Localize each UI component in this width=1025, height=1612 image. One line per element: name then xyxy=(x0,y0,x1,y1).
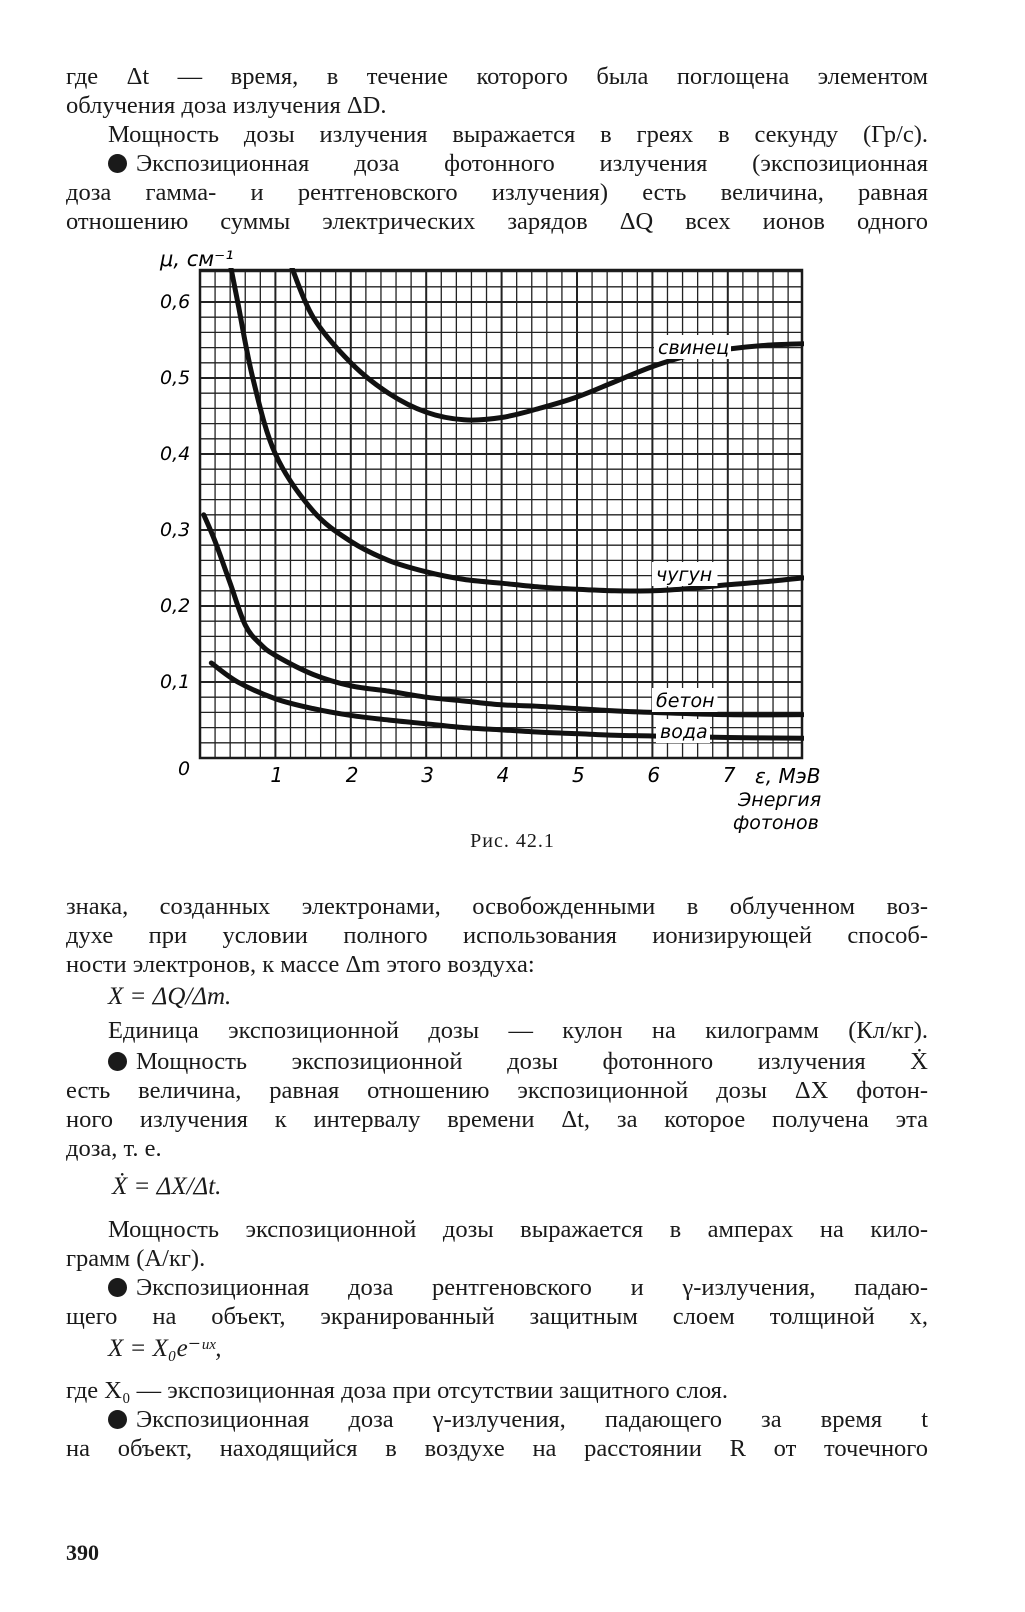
paragraph-8-line-2: щего на объект, экранированный защитным слоем толщиной x, xyxy=(66,1303,928,1330)
x-tick-label: 7 xyxy=(722,763,736,787)
paragraph-6 xyxy=(66,1047,928,1163)
paragraph-7 xyxy=(66,1215,928,1273)
y-tick-label: 0,6 xyxy=(160,291,191,313)
paragraph-4 xyxy=(66,892,928,979)
paragraph-6-line-4: доза, т. е. xyxy=(66,1135,162,1162)
paragraph-10-line-1: Экспозиционная доза γ-излучения, падающего за время t xyxy=(66,1405,928,1434)
paragraph-8 xyxy=(66,1273,928,1331)
paragraph-9-line-1: где X₀ — экспозиционная доза при отсутствии защитного слоя. xyxy=(66,1377,728,1404)
paragraph-1-line-2: облучения доза излучения ΔD. xyxy=(66,92,387,119)
paragraph-6-line-1: Мощность экспозиционной дозы фотонного излучения Ẋ xyxy=(66,1047,928,1076)
y-tick-label: 0,2 xyxy=(160,595,191,617)
x-axis-label-line-2: Энергия xyxy=(738,789,822,811)
paragraph-7-line-1: Мощность экспозиционной дозы выражается в амперах на кило- xyxy=(108,1216,928,1243)
paragraph-10-line-2: на объект, находящийся в воздухе на расстоянии R от точечного xyxy=(66,1435,928,1462)
paragraph-3-line-3: отношению суммы электрических зарядов ΔQ всех ионов одного xyxy=(66,208,928,235)
paragraph-4-line-3: ности электронов, к массе Δm этого воздуха: xyxy=(66,951,535,978)
x-tick-label: 2 xyxy=(345,763,359,787)
figure-caption: Рис. 42.1 xyxy=(470,830,555,852)
paragraph-8-line-1: Экспозиционная доза рентгеновского и γ-излучения, падаю- xyxy=(66,1273,928,1302)
x-axis-label: ε, МэВ xyxy=(755,764,821,788)
bullet-icon xyxy=(108,1410,127,1429)
series-label-чугун: чугун xyxy=(656,564,713,586)
y-tick-label: 0,5 xyxy=(160,367,191,389)
series-label-свинец: свинец xyxy=(658,337,730,359)
paragraph-4-line-2: духе при условии полного использования ионизирующей способ- xyxy=(66,922,928,949)
paragraph-3-line-2: доза гамма- и рентгеновского излучения) есть величина, равная xyxy=(66,179,928,206)
formula-exposure-rate: Ẋ = ΔX/Δt. xyxy=(112,1173,222,1200)
series-label-бетон: бетон xyxy=(656,690,715,712)
x-tick-label: 3 xyxy=(421,763,434,787)
series-label-вода: вода xyxy=(660,721,708,743)
formula-attenuation: X = X₀e⁻ᵘˣ, xyxy=(108,1335,222,1362)
paragraph-9 xyxy=(66,1376,928,1405)
x-tick-label: 6 xyxy=(647,763,661,787)
paragraph-2-line-1: Мощность дозы излучения выражается в греях в секунду (Гр/с). xyxy=(108,121,928,148)
x-axis-label-line-3: фотонов xyxy=(733,812,819,834)
y-tick-label: 0,1 xyxy=(160,671,191,693)
y-tick-label: 0,3 xyxy=(160,519,191,541)
paragraph-5-line-1: Единица экспозиционной дозы — кулон на килограмм (Кл/кг). xyxy=(108,1017,928,1044)
page-number: 390 xyxy=(66,1540,99,1565)
paragraph-3-line-1: Экспозиционная доза фотонного излучения (экспозиционная xyxy=(66,149,928,178)
paragraph-1-line-1: где Δt — время, в течение которого была поглощена элементом xyxy=(66,63,928,90)
y-tick-label: 0,4 xyxy=(160,443,191,465)
paragraph-5 xyxy=(108,1016,928,1045)
formula-exposure-dose: X = ΔQ/Δm. xyxy=(108,983,232,1010)
x-tick-label: 5 xyxy=(572,763,585,787)
x-tick-label: 1 xyxy=(270,763,284,787)
x-tick-label: 4 xyxy=(496,763,510,787)
paragraph-6-line-3: ного излучения к интервалу времени Δt, за которое получена эта xyxy=(66,1106,928,1133)
paragraph-7-line-2: грамм (А/кг). xyxy=(66,1245,206,1272)
bullet-icon xyxy=(108,1052,127,1071)
paragraph-6-line-2: есть величина, равная отношению экспозиционной дозы ΔX фотон- xyxy=(66,1077,928,1104)
y-axis-label: μ, см⁻¹ xyxy=(160,247,234,271)
paragraph-10 xyxy=(66,1405,928,1463)
bullet-icon xyxy=(108,1278,127,1297)
paragraph-4-line-1: знака, созданных электронами, освобожденными в облученном воз- xyxy=(66,893,928,920)
origin-label: 0 xyxy=(178,758,191,780)
